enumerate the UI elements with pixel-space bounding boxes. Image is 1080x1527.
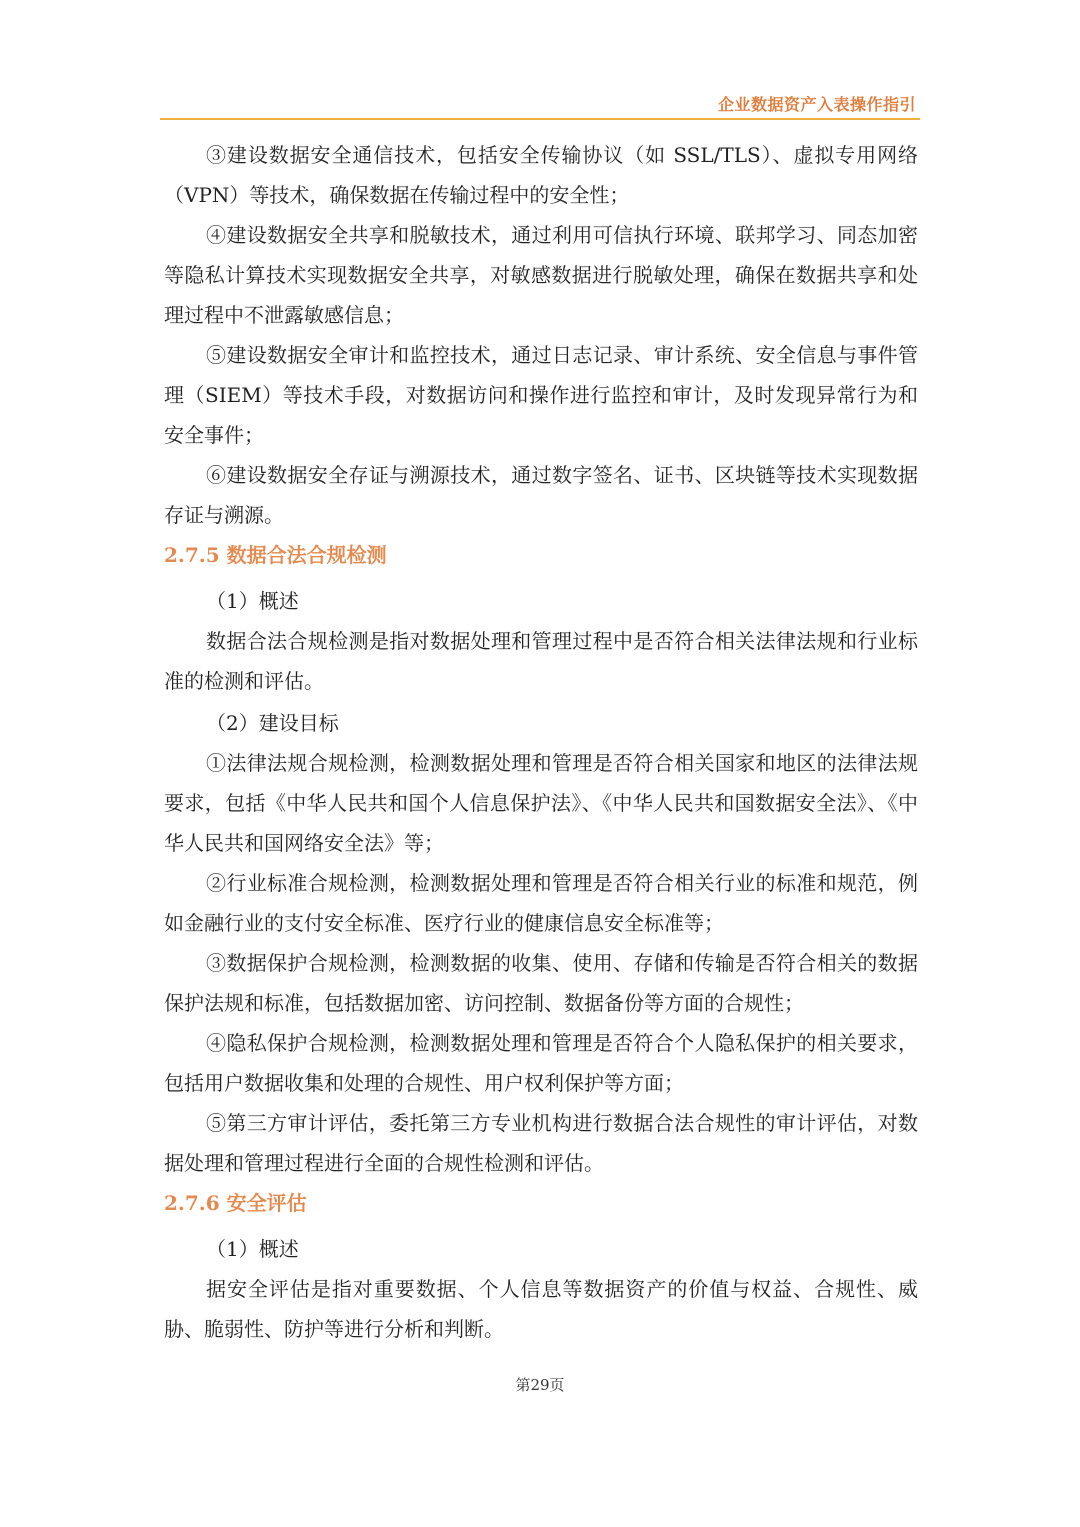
subheading-overview: （1）概述: [206, 589, 299, 613]
paragraph-compliance-overview: 数据合法合规检测是指对数据处理和管理过程中是否符合相关法律法规和行业标准的检测和评估。: [164, 629, 918, 693]
paragraph-security-assessment-overview: 据安全评估是指对重要数据、个人信息等数据资产的价值与权益、合规性、威胁、脆弱性、防护等进行分析和判断。: [164, 1277, 918, 1341]
subheading-goals: （2）建设目标: [206, 711, 339, 735]
running-header-title: 企业数据资产入表操作指引: [717, 95, 916, 114]
subheading-overview-2: （1）概述: [206, 1237, 299, 1261]
paragraph-goal-5-third-party: ⑤第三方审计评估，委托第三方专业机构进行数据合法合规性的审计评估，对数据处理和管理过程进行全面的合规性检测和评估。: [164, 1111, 918, 1175]
paragraph-goal-4-privacy: ④隐私保护合规检测，检测数据处理和管理是否符合个人隐私保护的相关要求，包括用户数据收集和处理的合规性、用户权利保护等方面；: [164, 1031, 918, 1095]
section-heading-2-7-5: 2.7.5 数据合法合规检测: [164, 543, 387, 567]
paragraph-goal-3-data-protection: ③数据保护合规检测，检测数据的收集、使用、存储和传输是否符合相关的数据保护法规和标准，包括数据加密、访问控制、数据备份等方面的合规性；: [164, 951, 918, 1015]
paragraph-item-3-secure-communication: ③建设数据安全通信技术，包括安全传输协议（如 SSL/TLS）、虚拟专用网络（VPN）等技术，确保数据在传输过程中的安全性；: [164, 143, 918, 207]
paragraph-item-6-provenance: ⑥建设数据安全存证与溯源技术，通过数字签名、证书、区块链等技术实现数据存证与溯源。: [164, 463, 918, 527]
section-heading-2-7-6: 2.7.6 安全评估: [164, 1191, 307, 1215]
paragraph-goal-2-industry: ②行业标准合规检测，检测数据处理和管理是否符合相关行业的标准和规范，例如金融行业的支付安全标准、医疗行业的健康信息安全标准等；: [164, 871, 918, 935]
page-number: 第29页: [515, 1376, 565, 1394]
paragraph-item-4-secure-sharing: ④建设数据安全共享和脱敏技术，通过利用可信执行环境、联邦学习、同态加密等隐私计算技术实现数据安全共享，对敏感数据进行脱敏处理，确保在数据共享和处理过程中不泄露敏感信息；: [164, 223, 918, 327]
paragraph-item-5-audit-monitoring: ⑤建设数据安全审计和监控技术，通过日志记录、审计系统、安全信息与事件管理（SIEM）等技术手段，对数据访问和操作进行监控和审计，及时发现异常行为和安全事件；: [164, 343, 918, 447]
header-divider: [160, 118, 920, 120]
page-body: [164, 135, 918, 1349]
paragraph-goal-1-legal: ①法律法规合规检测，检测数据处理和管理是否符合相关国家和地区的法律法规要求，包括《中华人民共和国个人信息保护法》、《中华人民共和国数据安全法》、《中华人民共和国网络安全法》等；: [164, 751, 918, 855]
